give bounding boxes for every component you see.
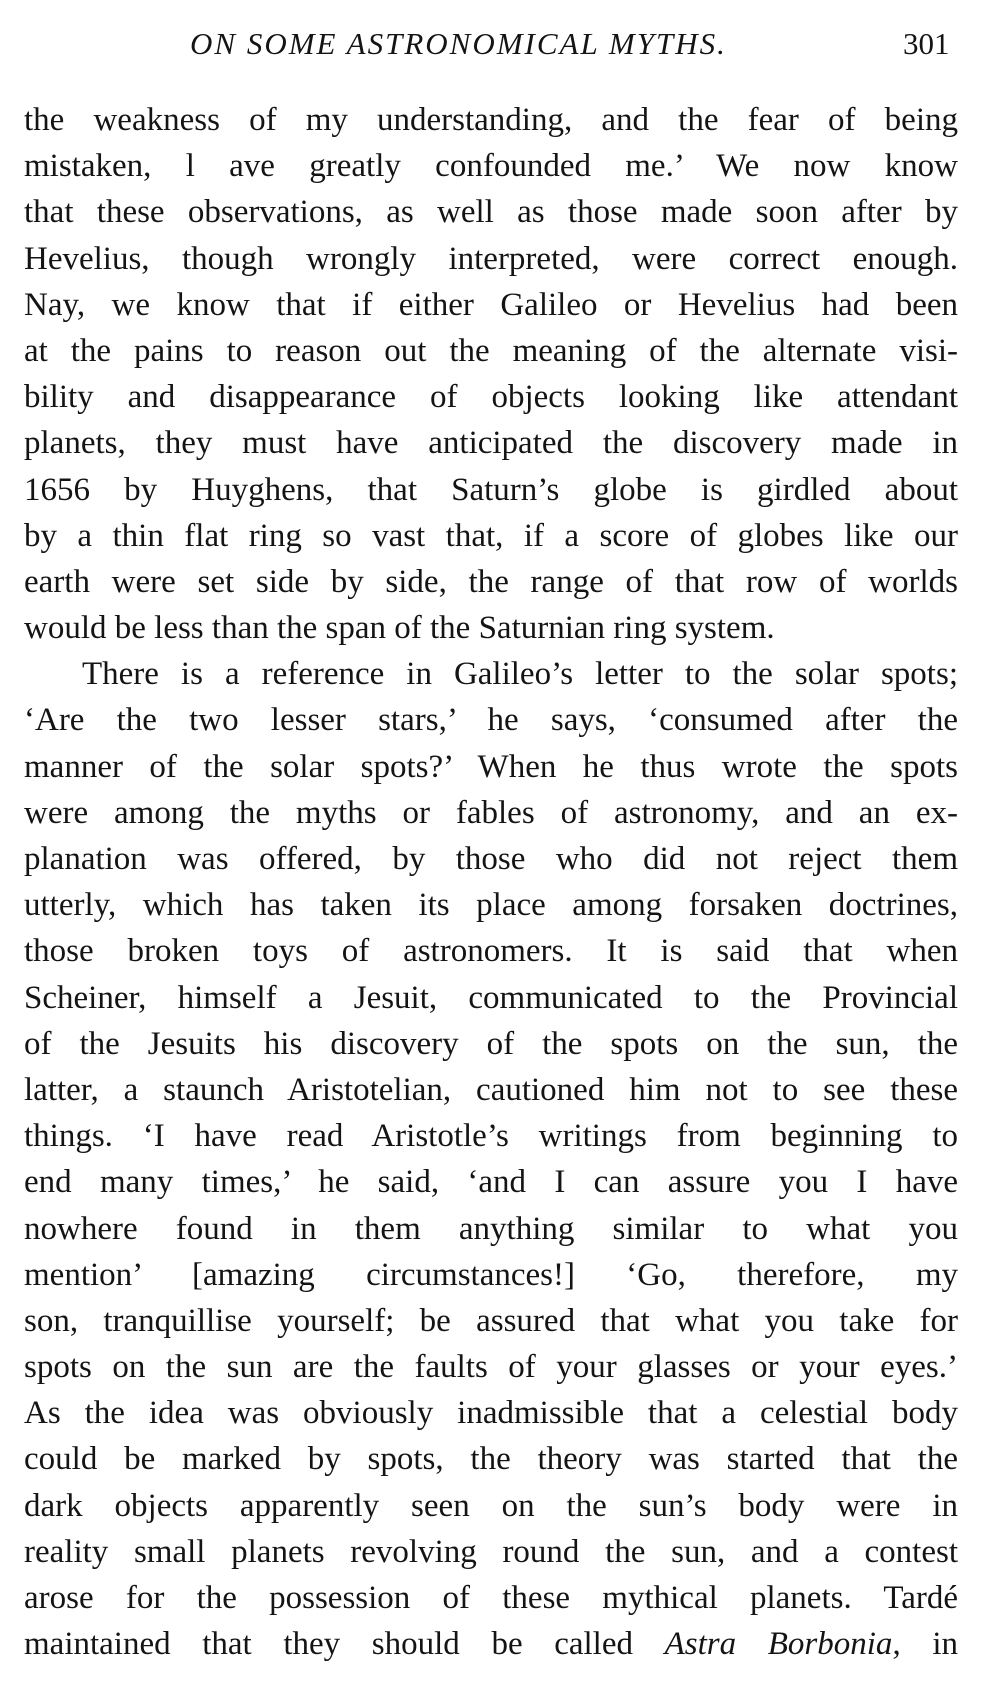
final-line-text: maintained that they should be called — [24, 1626, 665, 1663]
running-title: ON SOME ASTRONOMICAL MYTHS. — [190, 26, 727, 61]
text-line: reality small planets revolving round the sun, and a contest — [24, 1533, 958, 1570]
final-line-tail: , in — [892, 1626, 958, 1663]
text-line: Hevelius, though wrongly interpreted, were correct enough. — [24, 240, 958, 277]
body-text — [24, 97, 958, 1667]
text-line: bility and disappearance of objects looking like attendant — [24, 379, 958, 416]
text-line: that these observations, as well as those made soon after by — [24, 194, 958, 231]
text-line: Scheiner, himself a Jesuit, communicated to the Provincial — [24, 979, 958, 1016]
page-number: 301 — [903, 26, 950, 61]
paragraph-end-line: would be less than the span of the Saturnian ring system. — [24, 610, 775, 647]
text-line: mention’ [amazing circumstances!] ‘Go, therefore, my — [24, 1256, 958, 1293]
text-line: by a thin flat ring so vast that, if a score of globes like our — [24, 517, 958, 554]
text-line: manner of the solar spots?’ When he thus wrote the spots — [24, 748, 958, 785]
text-line: son, tranquillise yourself; be assured that what you take for — [24, 1302, 958, 1339]
text-line: were among the myths or fables of astronomy, and an ex- — [24, 794, 958, 831]
text-line: Nay, we know that if either Galileo or Hevelius had been — [24, 286, 958, 323]
running-head — [0, 22, 1000, 72]
final-text-line — [24, 1621, 958, 1667]
text-line: nowhere found in them anything similar to what you — [24, 1210, 958, 1247]
text-line: end many times,’ he said, ‘and I can assure you I have — [24, 1164, 958, 1201]
text-line: latter, a staunch Aristotelian, cautioned him not to see these — [24, 1071, 958, 1108]
text-line: planation was offered, by those who did not reject them — [24, 841, 958, 877]
text-line: those broken toys of astronomers. It is said that when — [24, 933, 958, 970]
text-line: of the Jesuits his discovery of the spots on the sun, the — [24, 1025, 958, 1062]
text-line: ‘Are the two lesser stars,’ he says, ‘consumed after the — [24, 702, 958, 739]
text-line: mistaken, l ave greatly confounded me.’ We now know — [24, 148, 958, 185]
text-line: dark objects apparently seen on the sun’s body were in — [24, 1487, 958, 1524]
text-line: spots on the sun are the faults of your glasses or your eyes.’ — [24, 1349, 958, 1386]
text-line: utterly, which has taken its place among forsaken doctrines, — [24, 887, 958, 924]
text-line: 1656 by Huyghens, that Saturn’s globe is girdled about — [24, 471, 958, 508]
italic-latin-phrase: Astra Borbonia — [664, 1626, 893, 1663]
text-line: earth were set side by side, the range of that row of worlds — [24, 563, 958, 600]
text-line: arose for the possession of these mythical planets. Tardé — [24, 1580, 958, 1616]
text-line: the weakness of my understanding, and the fear of being — [24, 102, 958, 138]
text-line: could be marked by spots, the theory was started that the — [24, 1441, 958, 1478]
text-line: planets, they must have anticipated the discovery made in — [24, 425, 958, 462]
paragraph-start-line: There is a reference in Galileo’s letter to the solar spots; — [82, 656, 958, 693]
text-line: things. ‘I have read Aristotle’s writings from beginning to — [24, 1118, 958, 1155]
text-line: As the idea was obviously inadmissible that a celestial body — [24, 1395, 958, 1432]
text-line: at the pains to reason out the meaning of the alternate visi- — [24, 332, 958, 369]
